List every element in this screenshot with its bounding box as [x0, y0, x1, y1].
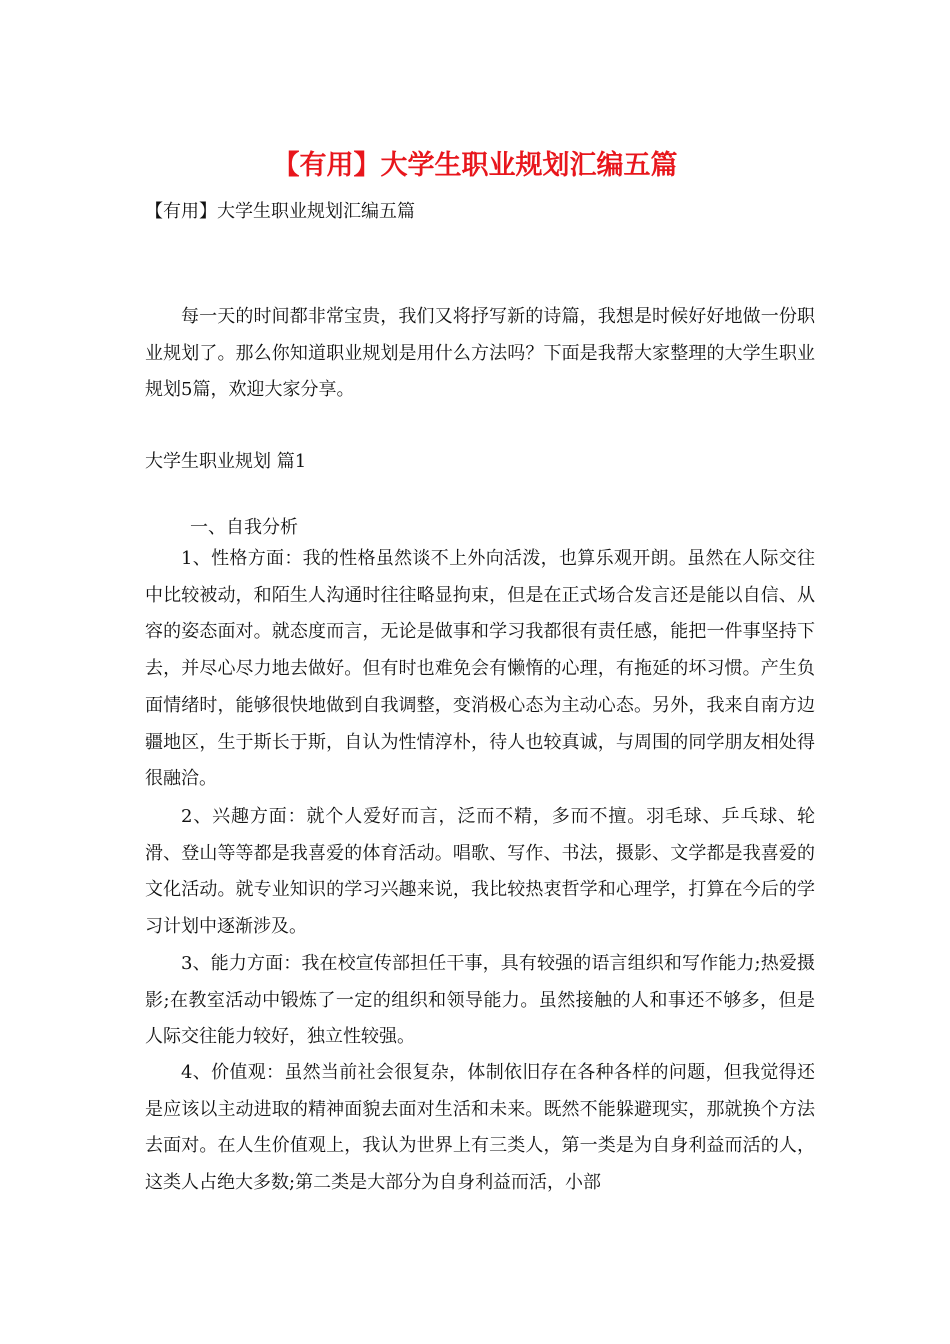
paragraph-interests: 2、兴趣方面：就个人爱好而言，泛而不精，多而不擅。羽毛球、乒乓球、轮滑、登山等等都是我喜爱的体育活动。唱歌、写作、书法，摄影、文学都是我喜爱的文化活动。就专业知识的学习兴趣来说，我比较热衷哲学和心理学，打算在今后的学习计划中逐渐涉及。: [145, 806, 815, 938]
intro-paragraph: 每一天的时间都非常宝贵，我们又将抒写新的诗篇，我想是时候好好地做一份职业规划了。那么你知道职业规划是用什么方法吗？下面是我帮大家整理的大学生职业规划5篇，欢迎大家分享。: [145, 306, 815, 401]
document-title: 【有用】大学生职业规划汇编五篇: [272, 150, 678, 181]
paragraph-personality: 1、性格方面：我的性格虽然谈不上外向活泼，也算乐观开朗。虽然在人际交往中比较被动，和陌生人沟通时往往略显拘束，但是在正式场合发言还是能以自信、从容的姿态面对。就态度而言，无论是做事和学习我都很有责任感，能把一件事坚持下去，并尽心尽力地去做好。但有时也难免会有懒惰的心理，有拖延的坏习惯。产生负面情绪时，能够很快地做到自我调整，变消极心态为主动心态。另外，我来自南方边疆地区，生于斯长于斯，自认为性情淳朴，待人也较真诚，与周围的同学朋友相处得很融洽。: [145, 548, 815, 790]
paragraph-values: 4、价值观：虽然当前社会很复杂，体制依旧存在各种各样的问题，但我觉得还是应该以主动进取的精神面貌去面对生活和未来。既然不能躲避现实，那就换个方法去面对。在人生价值观上，我认为世界上有三类人，第一类是为自身利益而活的人，这类人占绝大多数;第二类是大部分为自身利益而活，小部: [145, 1062, 815, 1194]
subheading-self-analysis: 一、自我分析: [190, 517, 298, 538]
paragraph-abilities: 3、能力方面：我在校宣传部担任干事，具有较强的语言组织和写作能力;热爱摄影;在教室活动中锻炼了一定的组织和领导能力。虽然接触的人和事还不够多，但是人际交往能力较好，独立性较强。: [145, 953, 815, 1048]
document-subtitle: 【有用】大学生职业规划汇编五篇: [145, 201, 415, 222]
section-heading: 大学生职业规划 篇1: [145, 451, 307, 472]
